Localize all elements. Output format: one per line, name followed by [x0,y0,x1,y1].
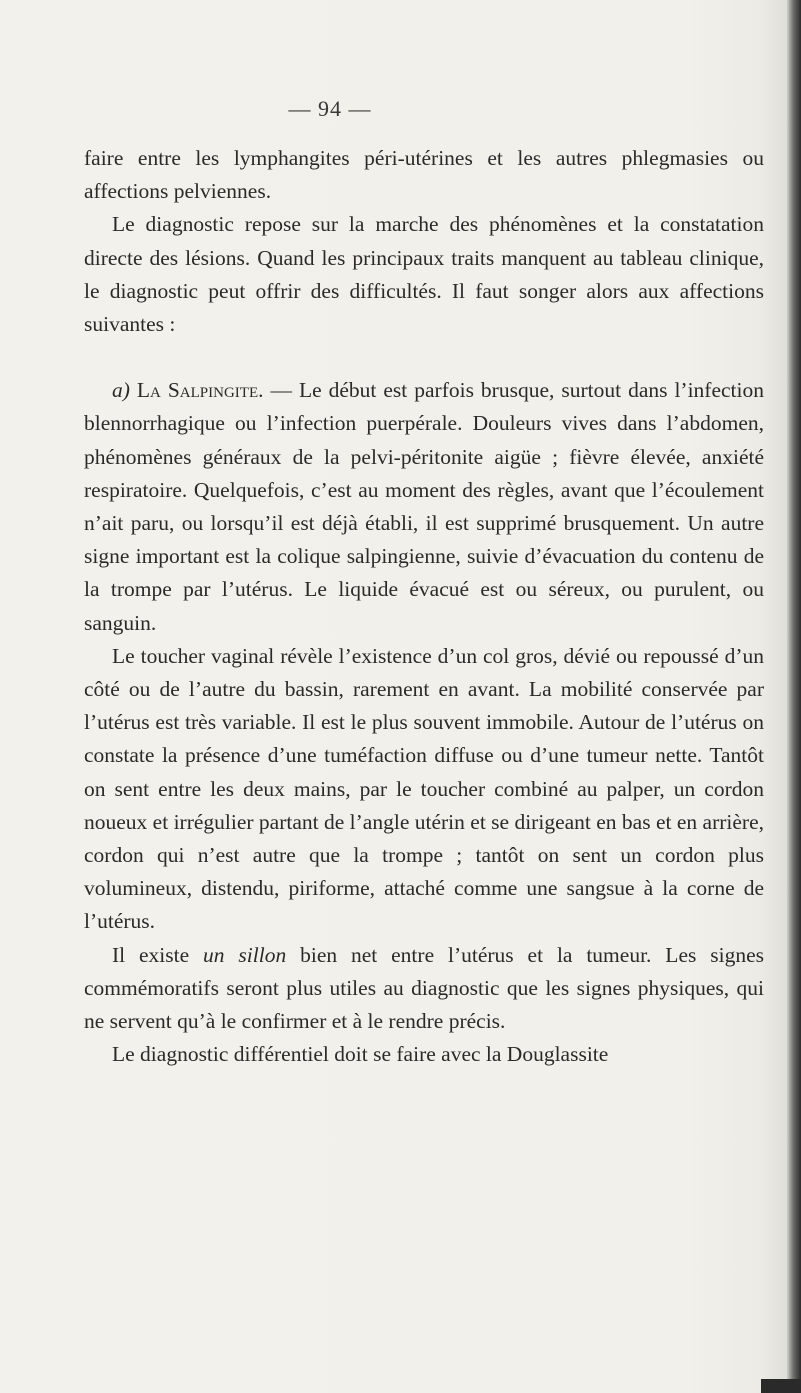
sillon-emphasis: un sillon [203,942,287,967]
paragraph-sillon [84,939,764,1039]
sillon-after: bien net entre l’utérus et la tumeur. Les signes commémoratifs seront plus utiles au diagnostic que les signes physiques, qui ne servent qu’à le confirmer et à le rendre précis. [84,942,764,1034]
sillon-before: Il existe [112,942,204,967]
page-corner-shadow [761,1379,801,1393]
section-text: — Le début est parfois brusque, surtout dans l’infection blennorrhagique ou l’infection puerpérale. Douleurs vives dans l’abdomen, phénomènes généraux de la pelvi-péritonite aigüe ; fièvre élevée, anxiété respiratoire. Quelquefois, c’est au moment des règles, avant que l’écoulement n’ait paru, ou lorsqu’il est déjà établi, il est supprimé brusquement. Un autre signe important est la colique salpingienne, suivie d’évacuation du contenu de la trompe par l’utérus. Le liquide évacué est ou séreux, ou purulent, ou sanguin. [84,378,765,635]
paragraph-toucher: Le toucher vaginal révèle l’existence d’un col gros, dévié ou repoussé d’un côté ou de l’autre du bassin, rarement en avant. La mobilité conservée par l’utérus est très variable. Il est le plus souvent immobile. Autour de l’utérus on constate la présence d’une tuméfaction diffuse ou d’une tumeur nette. Tantôt on sent entre les deux mains, par le toucher combiné au palper, un cordon noueux et irrégulier partant de l’angle utérin et se dirigeant en bas et en arrière, cordon qui n’est autre que la trompe ; tantôt on sent un cordon plus volumineux, distendu, piriforme, attaché comme une sangsue à la corne de l’utérus. [84,643,764,934]
section-label: a) [112,378,130,403]
page-text [84,142,764,1071]
page-edge-shadow [787,0,801,1393]
paragraph-continuation: faire entre les lymphangites péri-utérines et les autres phlegmasies ou affections pelviennes. [84,146,764,204]
paragraph-diagnostic: Le diagnostic repose sur la marche des phénomènes et la constatation directe des lésions. Quand les principaux traits manquent au tableau clinique, le diagnostic peut offrir des difficultés. Il faut songer alors aux affections suivantes : [84,212,764,337]
page-number: — 94 — [288,96,372,121]
section-title: La Salpingite. [136,378,264,403]
paragraph-differentiel: Le diagnostic différentiel doit se faire avec la Douglassite [112,1042,609,1067]
section-salpingite [84,374,764,640]
